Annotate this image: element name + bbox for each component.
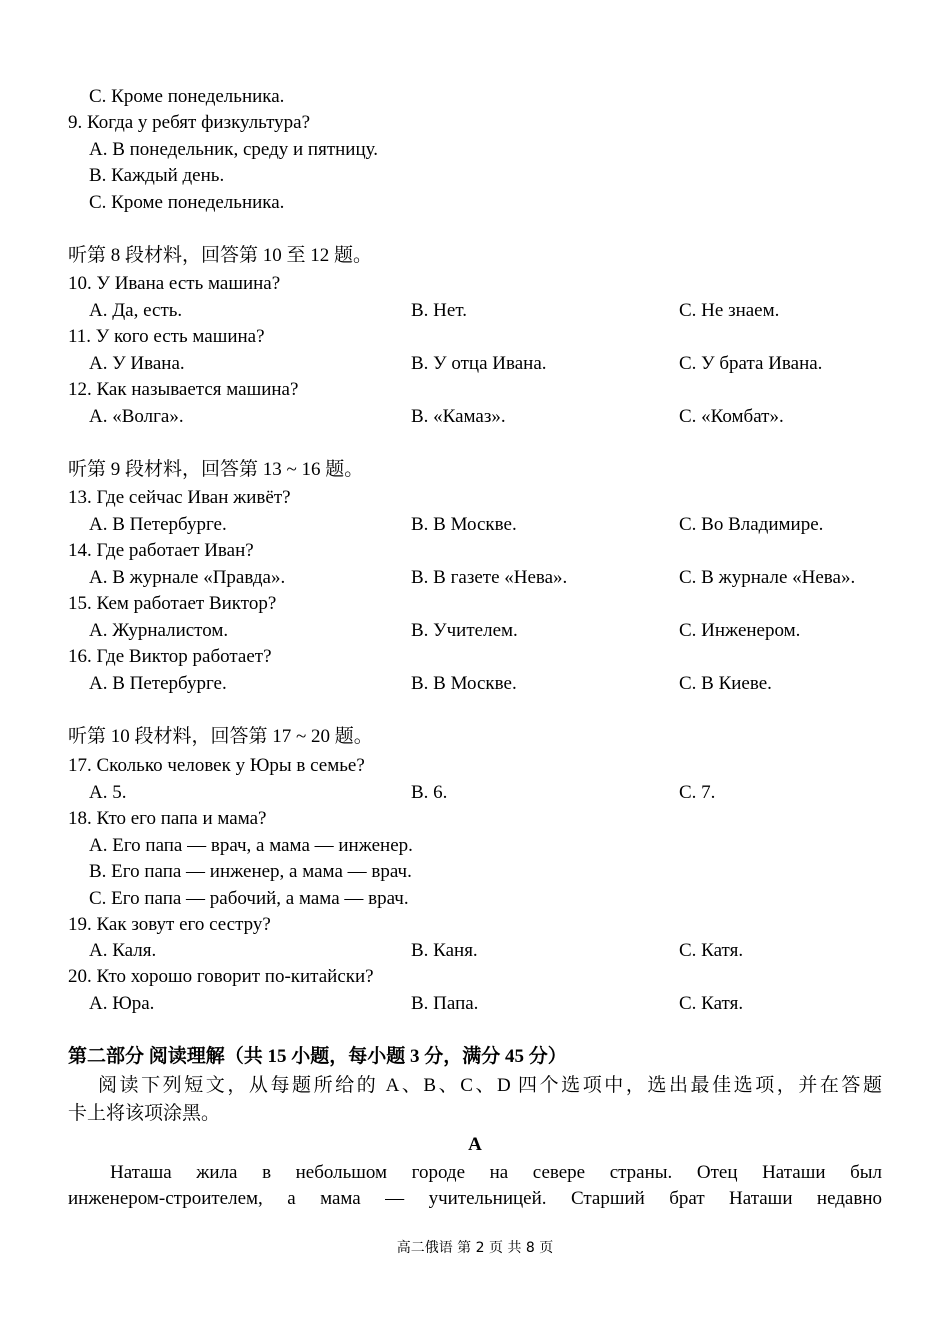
section-9-heading: 听第 9 段材料，回答第 13 ~ 16 题。 bbox=[68, 459, 364, 480]
q17-option-b: B. 6. bbox=[411, 782, 448, 803]
q14-option-a: A. В журнале «Правда». bbox=[89, 567, 286, 588]
question-9: 9. Когда у ребят физкультура? bbox=[68, 112, 311, 133]
q13-option-a: A. В Петербурге. bbox=[89, 514, 227, 535]
part-2-instruction-line-1: 阅读下列短文，从每题所给的 A、B、C、D 四个选项中，选出最佳选项，并在答题 bbox=[98, 1075, 882, 1096]
page-footer: 高二俄语 第 2 页 共 8 页 bbox=[396, 1240, 554, 1256]
q19-option-b: B. Каня. bbox=[411, 940, 478, 961]
q18-option-c: C. Его папа — рабочий, а мама — врач. bbox=[89, 888, 409, 909]
q12-option-a: A. «Волга». bbox=[89, 406, 184, 427]
q19-option-a: A. Каля. bbox=[89, 940, 157, 961]
q13-option-c: C. Во Владимире. bbox=[679, 514, 824, 535]
question-13: 13. Где сейчас Иван живёт? bbox=[68, 487, 291, 508]
q11-option-b: B. У отца Ивана. bbox=[411, 353, 547, 374]
q9-option-b: B. Каждый день. bbox=[89, 165, 225, 186]
q18-option-a: A. Его папа — врач, а мама — инженер. bbox=[89, 835, 413, 856]
q14-option-c: C. В журнале «Нева». bbox=[679, 567, 856, 588]
q11-option-c: C. У брата Ивана. bbox=[679, 353, 823, 374]
q8-option-c: C. Кроме понедельника. bbox=[89, 86, 285, 107]
question-20: 20. Кто хорошо говорит по-китайски? bbox=[68, 966, 374, 987]
question-16: 16. Где Виктор работает? bbox=[68, 646, 272, 667]
q15-option-b: B. Учителем. bbox=[411, 620, 518, 641]
question-10: 10. У Ивана есть машина? bbox=[68, 273, 281, 294]
q14-option-b: B. В газете «Нева». bbox=[411, 567, 568, 588]
passage-a-label: A bbox=[468, 1134, 482, 1155]
q9-option-a: A. В понедельник, среду и пятницу. bbox=[89, 139, 378, 160]
q16-option-c: C. В Киеве. bbox=[679, 673, 772, 694]
q16-option-b: B. В Москве. bbox=[411, 673, 517, 694]
q10-option-b: B. Нет. bbox=[411, 300, 467, 321]
q16-option-a: A. В Петербурге. bbox=[89, 673, 227, 694]
question-11: 11. У кого есть машина? bbox=[68, 326, 265, 347]
q17-option-c: C. 7. bbox=[679, 782, 716, 803]
section-10-heading: 听第 10 段材料，回答第 17 ~ 20 题。 bbox=[68, 726, 373, 747]
q11-option-a: A. У Ивана. bbox=[89, 353, 185, 374]
q17-option-a: A. 5. bbox=[89, 782, 127, 803]
q18-option-b: B. Его папа — инженер, а мама — врач. bbox=[89, 861, 412, 882]
q12-option-b: B. «Камаз». bbox=[411, 406, 506, 427]
question-15: 15. Кем работает Виктор? bbox=[68, 593, 277, 614]
question-19: 19. Как зовут его сестру? bbox=[68, 914, 271, 935]
part-2-instruction-line-2: 卡上将该项涂黑。 bbox=[68, 1103, 221, 1124]
passage-a-line-1: Наташа жила в небольшом городе на севере страны. Отец Наташи был bbox=[110, 1162, 882, 1183]
q13-option-b: B. В Москве. bbox=[411, 514, 517, 535]
q12-option-c: C. «Комбат». bbox=[679, 406, 784, 427]
q20-option-b: B. Папа. bbox=[411, 993, 479, 1014]
q15-option-c: C. Инженером. bbox=[679, 620, 801, 641]
part-2-title: 第二部分 阅读理解（共 15 小题，每小题 3 分，满分 45 分） bbox=[68, 1046, 567, 1067]
question-18: 18. Кто его папа и мама? bbox=[68, 808, 267, 829]
question-14: 14. Где работает Иван? bbox=[68, 540, 254, 561]
q15-option-a: A. Журналистом. bbox=[89, 620, 229, 641]
q9-option-c: C. Кроме понедельника. bbox=[89, 192, 285, 213]
q19-option-c: C. Катя. bbox=[679, 940, 744, 961]
q20-option-a: A. Юра. bbox=[89, 993, 155, 1014]
q10-option-c: C. Не знаем. bbox=[679, 300, 780, 321]
question-12: 12. Как называется машина? bbox=[68, 379, 299, 400]
passage-a-line-2: инженером-строителем, а мама — учительницей. Старший брат Наташи недавно bbox=[68, 1188, 882, 1209]
section-8-heading: 听第 8 段材料，回答第 10 至 12 题。 bbox=[68, 245, 373, 266]
question-17: 17. Сколько человек у Юры в семье? bbox=[68, 755, 365, 776]
q20-option-c: C. Катя. bbox=[679, 993, 744, 1014]
q10-option-a: A. Да, есть. bbox=[89, 300, 183, 321]
